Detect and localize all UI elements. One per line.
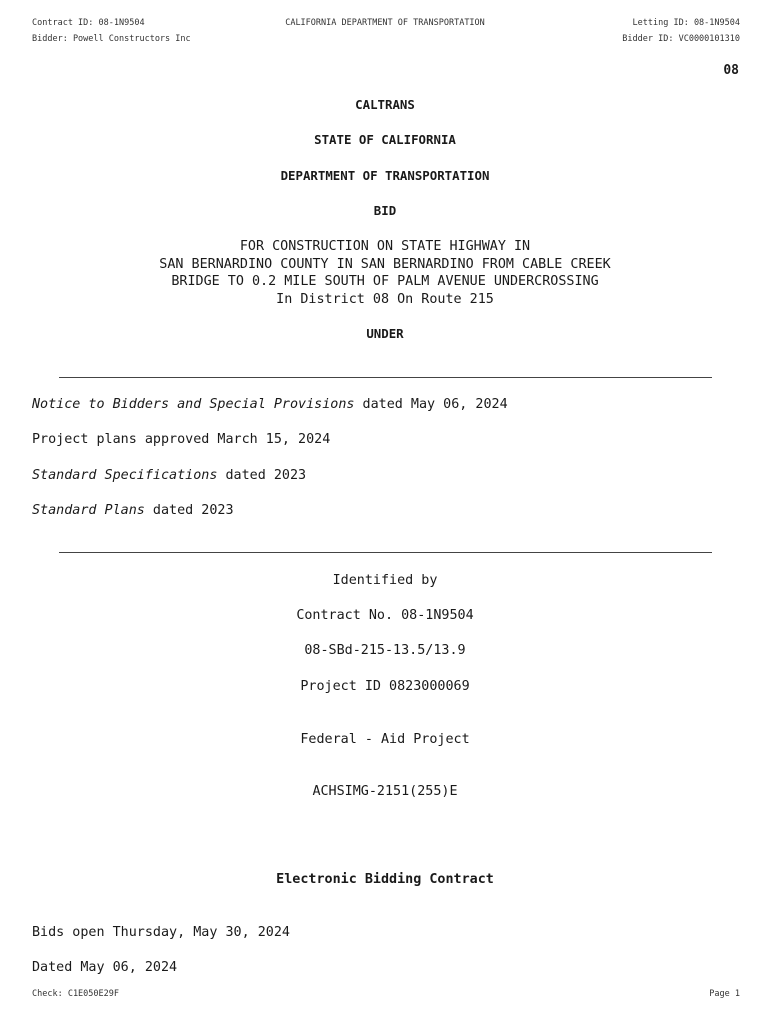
bidder-id-header: Bidder ID: VC0000101310: [622, 34, 740, 44]
electronic-bidding-heading: Electronic Bidding Contract: [276, 872, 494, 887]
divider-top: [59, 377, 712, 378]
notice-to-bidders-line: [32, 398, 508, 411]
standard-specifications-title: Standard Specifications: [32, 468, 218, 483]
under-label: UNDER: [366, 326, 404, 341]
notice-to-bidders-date: dated May 06, 2024: [354, 397, 508, 412]
contract-id-header: Contract ID: 08-1N9504: [32, 18, 145, 28]
standard-plans-title: Standard Plans: [32, 503, 145, 518]
title-bid: BID: [373, 203, 397, 218]
title-department: DEPARTMENT OF TRANSPORTATION: [280, 168, 490, 183]
description-line-3: BRIDGE TO 0.2 MILE SOUTH OF PALM AVENUE UNDERCROSSING: [171, 274, 599, 289]
bids-open-line: Bids open Thursday, May 30, 2024: [32, 925, 290, 940]
description-line-4: In District 08 On Route 215: [276, 292, 494, 307]
dated-line: Dated May 06, 2024: [32, 960, 178, 975]
federal-aid-number: ACHSIMG-2151(255)E: [312, 784, 458, 799]
notice-to-bidders-title: Notice to Bidders and Special Provisions: [32, 397, 355, 412]
standard-specifications-date: dated 2023: [217, 468, 307, 483]
location-code: 08-SBd-215-13.5/13.9: [304, 643, 466, 658]
title-caltrans: CALTRANS: [355, 97, 415, 112]
project-id: Project ID 0823000069: [300, 679, 470, 694]
bidder-name-header: Bidder: Powell Constructors Inc: [32, 34, 191, 44]
letting-id-header: Letting ID: 08-1N9504: [632, 18, 740, 28]
standard-plans-date: dated 2023: [144, 503, 234, 518]
federal-aid-label: Federal - Aid Project: [300, 732, 470, 747]
agency-header: CALIFORNIA DEPARTMENT OF TRANSPORTATION: [285, 18, 485, 28]
title-state: STATE OF CALIFORNIA: [314, 132, 456, 147]
description-line-2: SAN BERNARDINO COUNTY IN SAN BERNARDINO FROM CABLE CREEK: [159, 257, 611, 272]
identified-by: Identified by: [332, 573, 438, 588]
divider-bottom: [59, 552, 712, 553]
standard-specifications-line: [32, 469, 306, 482]
description-line-1: FOR CONSTRUCTION ON STATE HIGHWAY IN: [239, 239, 531, 254]
district-code: 08: [723, 63, 739, 78]
contract-number: Contract No. 08-1N9504: [296, 608, 474, 623]
check-code: Check: C1E050E29F: [32, 989, 119, 999]
standard-plans-line: [32, 504, 234, 517]
page-number: Page 1: [709, 989, 740, 999]
project-plans-line: Project plans approved March 15, 2024: [32, 432, 331, 447]
